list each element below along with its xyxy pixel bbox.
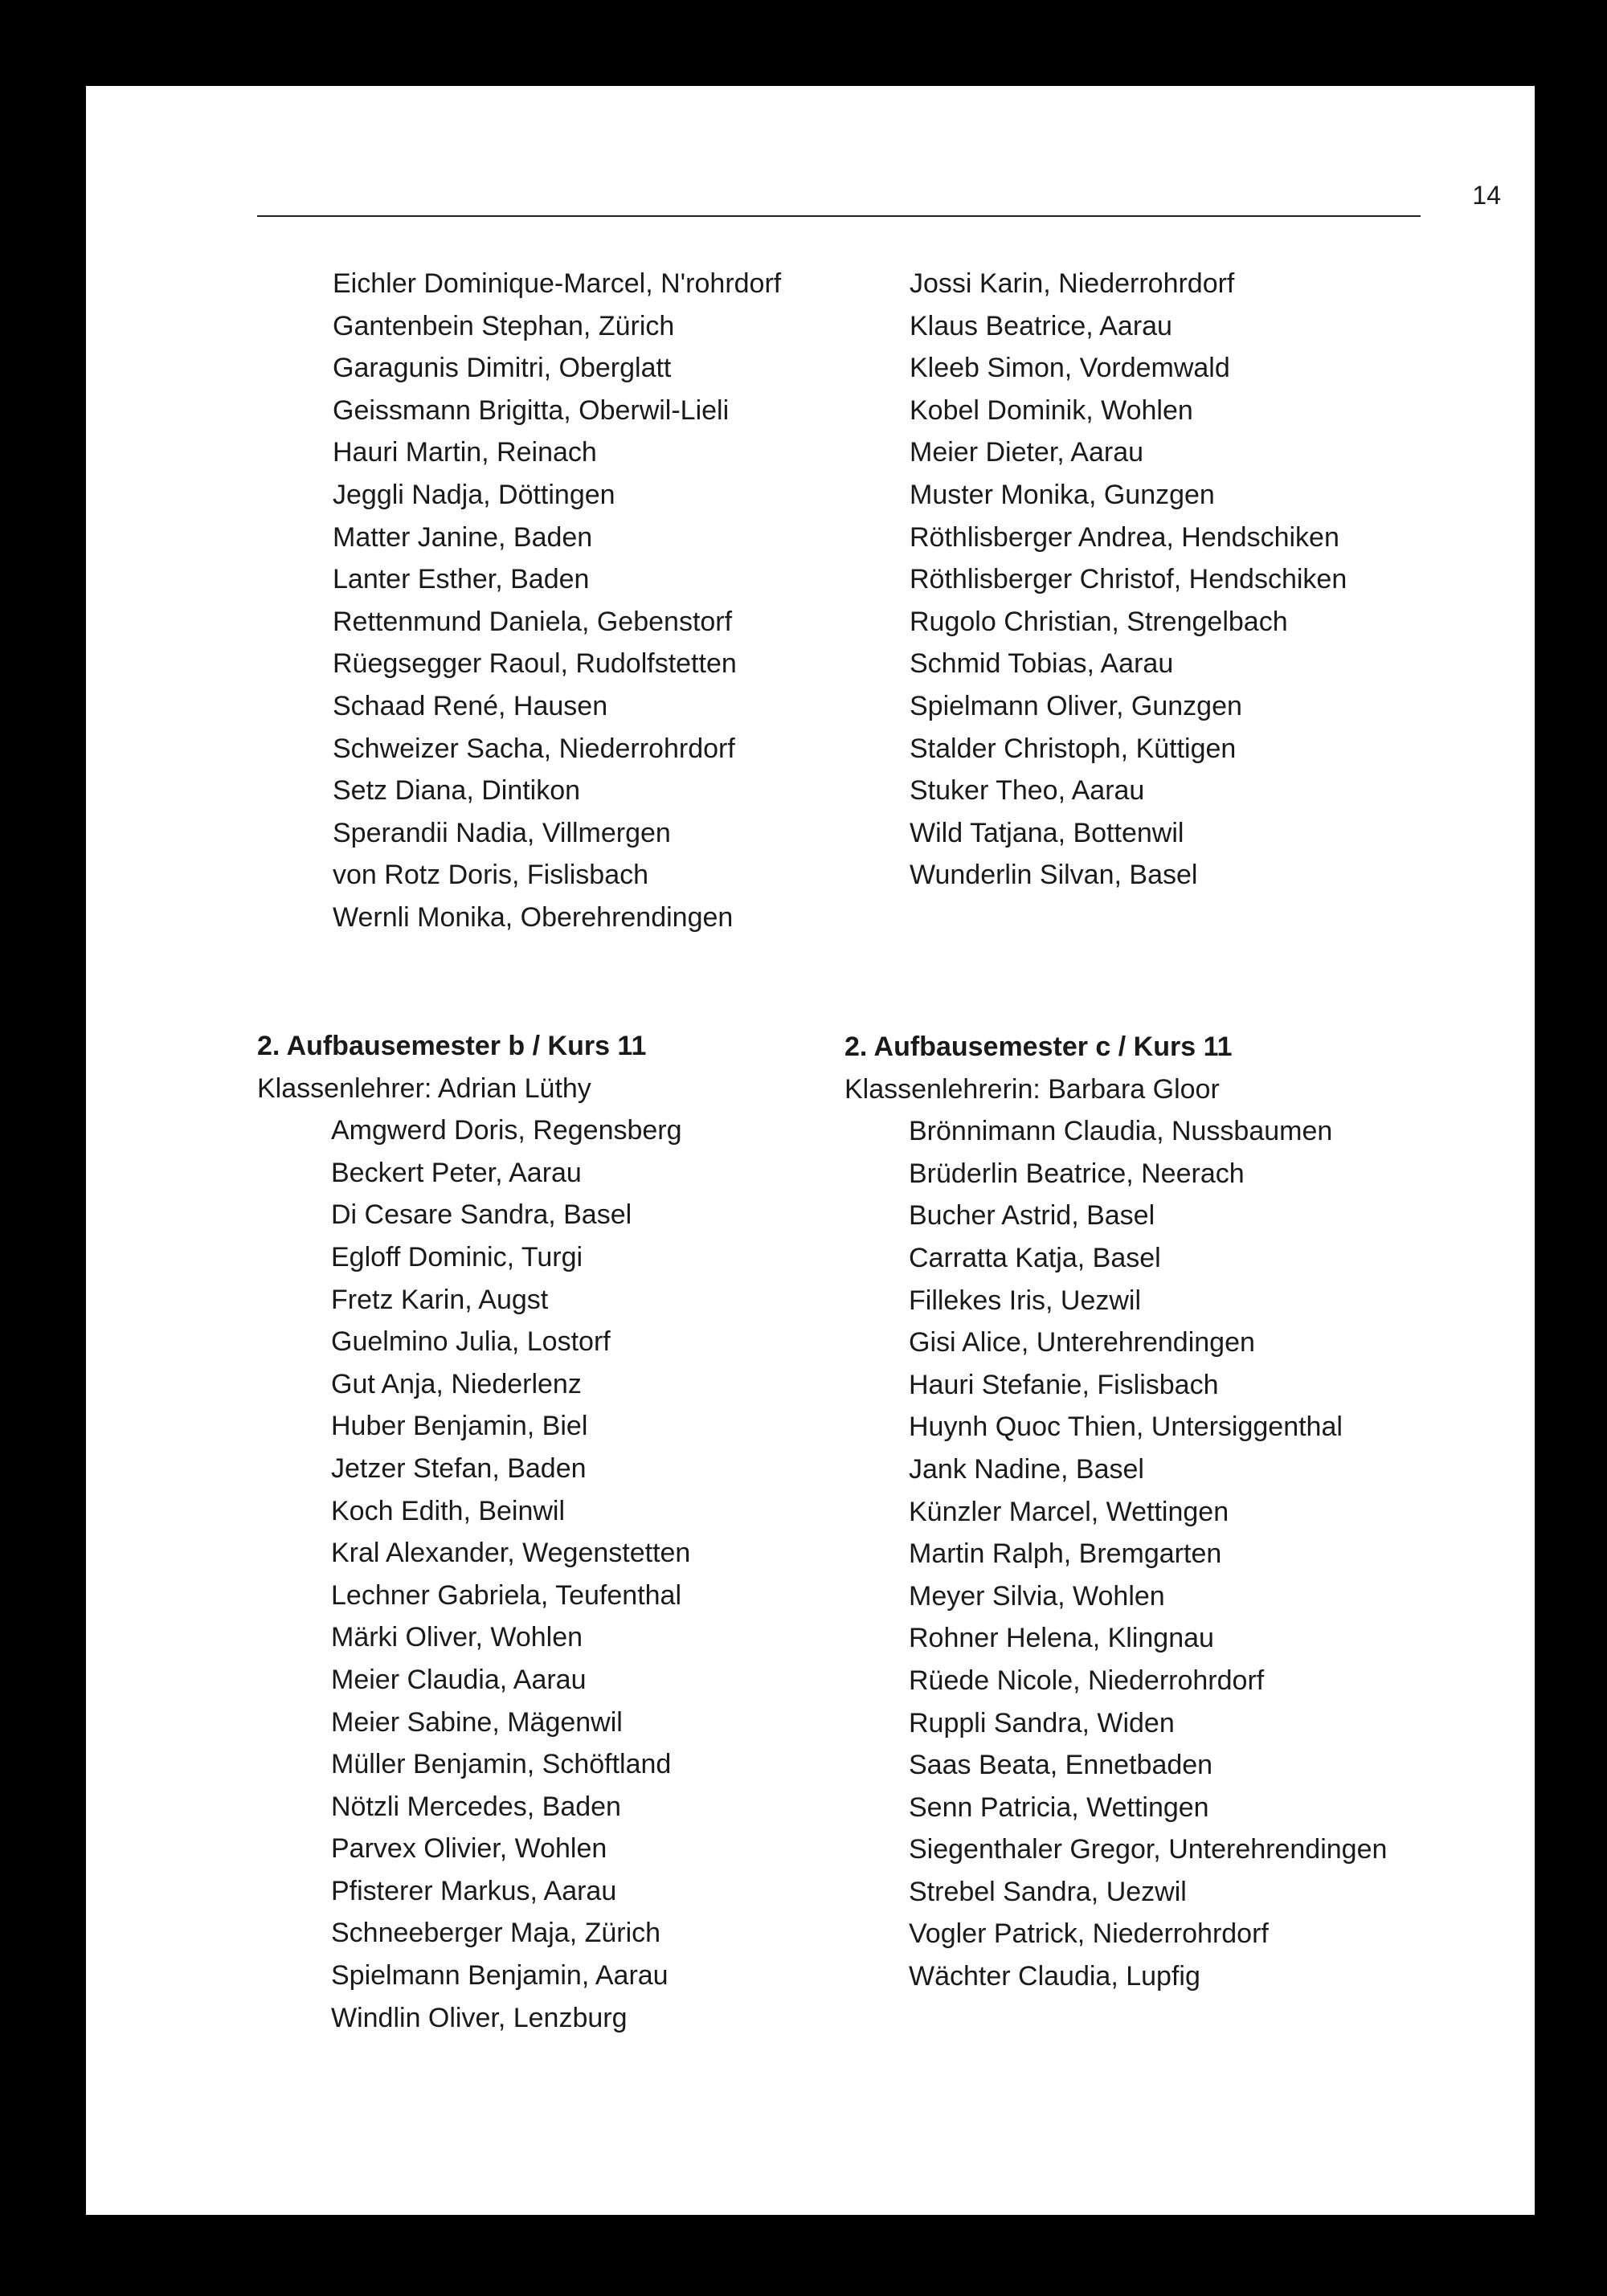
list-item: Amgwerd Doris, Regensberg [331, 1115, 682, 1146]
list-item: Künzler Marcel, Wettingen [909, 1496, 1229, 1527]
list-item: Parvex Olivier, Wohlen [331, 1833, 607, 1865]
list-item: Stuker Theo, Aarau [910, 775, 1145, 807]
list-item: Brüderlin Beatrice, Neerach [909, 1158, 1245, 1189]
list-item: Eichler Dominique-Marcel, N'rohrdorf [333, 268, 782, 299]
list-item: Vogler Patrick, Niederrohrdorf [909, 1918, 1269, 1950]
list-item: von Rotz Doris, Fislisbach [333, 860, 649, 891]
list-item: Rüede Nicole, Niederrohrdorf [909, 1665, 1265, 1696]
top-right-student-list [910, 263, 1347, 897]
list-item: Spielmann Benjamin, Aarau [331, 1960, 669, 1992]
list-item: Sperandii Nadia, Villmergen [333, 817, 671, 848]
list-item: Beckert Peter, Aarau [331, 1157, 582, 1188]
list-item: Geissmann Brigitta, Oberwil-Lieli [333, 394, 730, 426]
list-item: Rugolo Christian, Strengelbach [910, 606, 1288, 637]
list-item: Martin Ralph, Bremgarten [909, 1538, 1222, 1570]
list-item: Kral Alexander, Wegenstetten [331, 1538, 691, 1569]
section-aufbausemester-c [844, 1026, 1387, 1998]
list-item: Rüegsegger Raoul, Rudolfstetten [333, 648, 737, 680]
list-item: Hauri Stefanie, Fislisbach [909, 1369, 1219, 1400]
list-item: Kobel Dominik, Wohlen [910, 394, 1193, 426]
list-item: Gantenbein Stephan, Zürich [333, 310, 675, 341]
list-item: Nötzli Mercedes, Baden [331, 1791, 621, 1822]
list-item: Schmid Tobias, Aarau [910, 648, 1174, 680]
list-item: Kleeb Simon, Vordemwald [910, 353, 1230, 384]
list-item: Matter Janine, Baden [333, 521, 593, 553]
list-item: Meyer Silvia, Wohlen [909, 1580, 1165, 1612]
list-item: Fretz Karin, Augst [331, 1284, 549, 1315]
list-item: Rettenmund Daniela, Gebenstorf [333, 606, 733, 637]
list-item: Siegenthaler Gregor, Unterehrendingen [909, 1834, 1388, 1865]
list-item: Lanter Esther, Baden [333, 564, 590, 595]
list-item: Wunderlin Silvan, Basel [910, 860, 1198, 891]
list-item: Hauri Martin, Reinach [333, 437, 597, 468]
list-item: Setz Diana, Dintikon [333, 775, 581, 807]
list-item: Klaus Beatrice, Aarau [910, 310, 1172, 341]
list-item: Schaad René, Hausen [333, 690, 608, 721]
list-item: Stalder Christoph, Küttigen [910, 733, 1237, 764]
list-item: Jank Nadine, Basel [909, 1453, 1144, 1485]
top-left-student-list [333, 263, 781, 939]
list-item: Röthlisberger Andrea, Hendschiken [910, 521, 1339, 553]
list-item: Meier Sabine, Mägenwil [331, 1706, 623, 1738]
list-item: Meier Dieter, Aarau [910, 437, 1144, 468]
section-b-title: 2. Aufbausemester b / Kurs 11 [257, 1031, 647, 1061]
list-item: Ruppli Sandra, Widen [909, 1707, 1175, 1738]
list-item: Schweizer Sacha, Niederrohrdorf [333, 733, 735, 764]
list-item: Spielmann Oliver, Gunzgen [910, 690, 1242, 721]
list-item: Huynh Quoc Thien, Untersiggenthal [909, 1412, 1343, 1443]
list-item: Windlin Oliver, Lenzburg [331, 2002, 628, 2033]
list-item: Meier Claudia, Aarau [331, 1664, 587, 1695]
section-aufbausemester-b [257, 1025, 690, 2039]
section-c-title: 2. Aufbausemester c / Kurs 11 [844, 1032, 1233, 1062]
header-rule [257, 215, 1421, 217]
list-item: Lechner Gabriela, Teufenthal [331, 1579, 682, 1611]
list-item: Schneeberger Maja, Zürich [331, 1918, 661, 1949]
list-item: Pfisterer Markus, Aarau [331, 1875, 617, 1906]
list-item: Carratta Katja, Basel [909, 1242, 1161, 1273]
list-item: Rohner Helena, Klingnau [909, 1623, 1214, 1654]
list-item: Bucher Astrid, Basel [909, 1200, 1155, 1232]
document-page [86, 86, 1535, 2215]
list-item: Märki Oliver, Wohlen [331, 1622, 583, 1653]
list-item: Wild Tatjana, Bottenwil [910, 817, 1184, 848]
page-number: 14 [1472, 181, 1501, 210]
list-item: Jossi Karin, Niederrohrdorf [910, 268, 1235, 299]
list-item: Wernli Monika, Oberehrendingen [333, 901, 734, 933]
list-item: Wächter Claudia, Lupfig [909, 1961, 1200, 1992]
list-item: Jetzer Stefan, Baden [331, 1452, 587, 1484]
section-b-teacher: Klassenlehrer: Adrian Lüthy [257, 1072, 591, 1104]
list-item: Saas Beata, Ennetbaden [909, 1750, 1213, 1781]
list-item: Jeggli Nadja, Döttingen [333, 479, 615, 510]
section-c-teacher: Klassenlehrerin: Barbara Gloor [844, 1073, 1220, 1105]
list-item: Müller Benjamin, Schöftland [331, 1749, 672, 1780]
list-item: Gut Anja, Niederlenz [331, 1368, 582, 1399]
list-item: Brönnimann Claudia, Nussbaumen [909, 1116, 1333, 1147]
list-item: Di Cesare Sandra, Basel [331, 1199, 632, 1231]
list-item: Garagunis Dimitri, Oberglatt [333, 353, 672, 384]
list-item: Huber Benjamin, Biel [331, 1411, 588, 1442]
list-item: Muster Monika, Gunzgen [910, 479, 1215, 510]
list-item: Senn Patricia, Wettingen [909, 1791, 1209, 1823]
list-item: Egloff Dominic, Turgi [331, 1241, 583, 1273]
list-item: Strebel Sandra, Uezwil [909, 1876, 1187, 1907]
list-item: Fillekes Iris, Uezwil [909, 1285, 1142, 1316]
list-item: Röthlisberger Christof, Hendschiken [910, 564, 1347, 595]
list-item: Guelmino Julia, Lostorf [331, 1326, 611, 1358]
list-item: Gisi Alice, Unterehrendingen [909, 1327, 1255, 1358]
section-b-student-list [331, 1109, 690, 2039]
section-c-student-list [909, 1110, 1387, 1997]
list-item: Koch Edith, Beinwil [331, 1495, 566, 1526]
